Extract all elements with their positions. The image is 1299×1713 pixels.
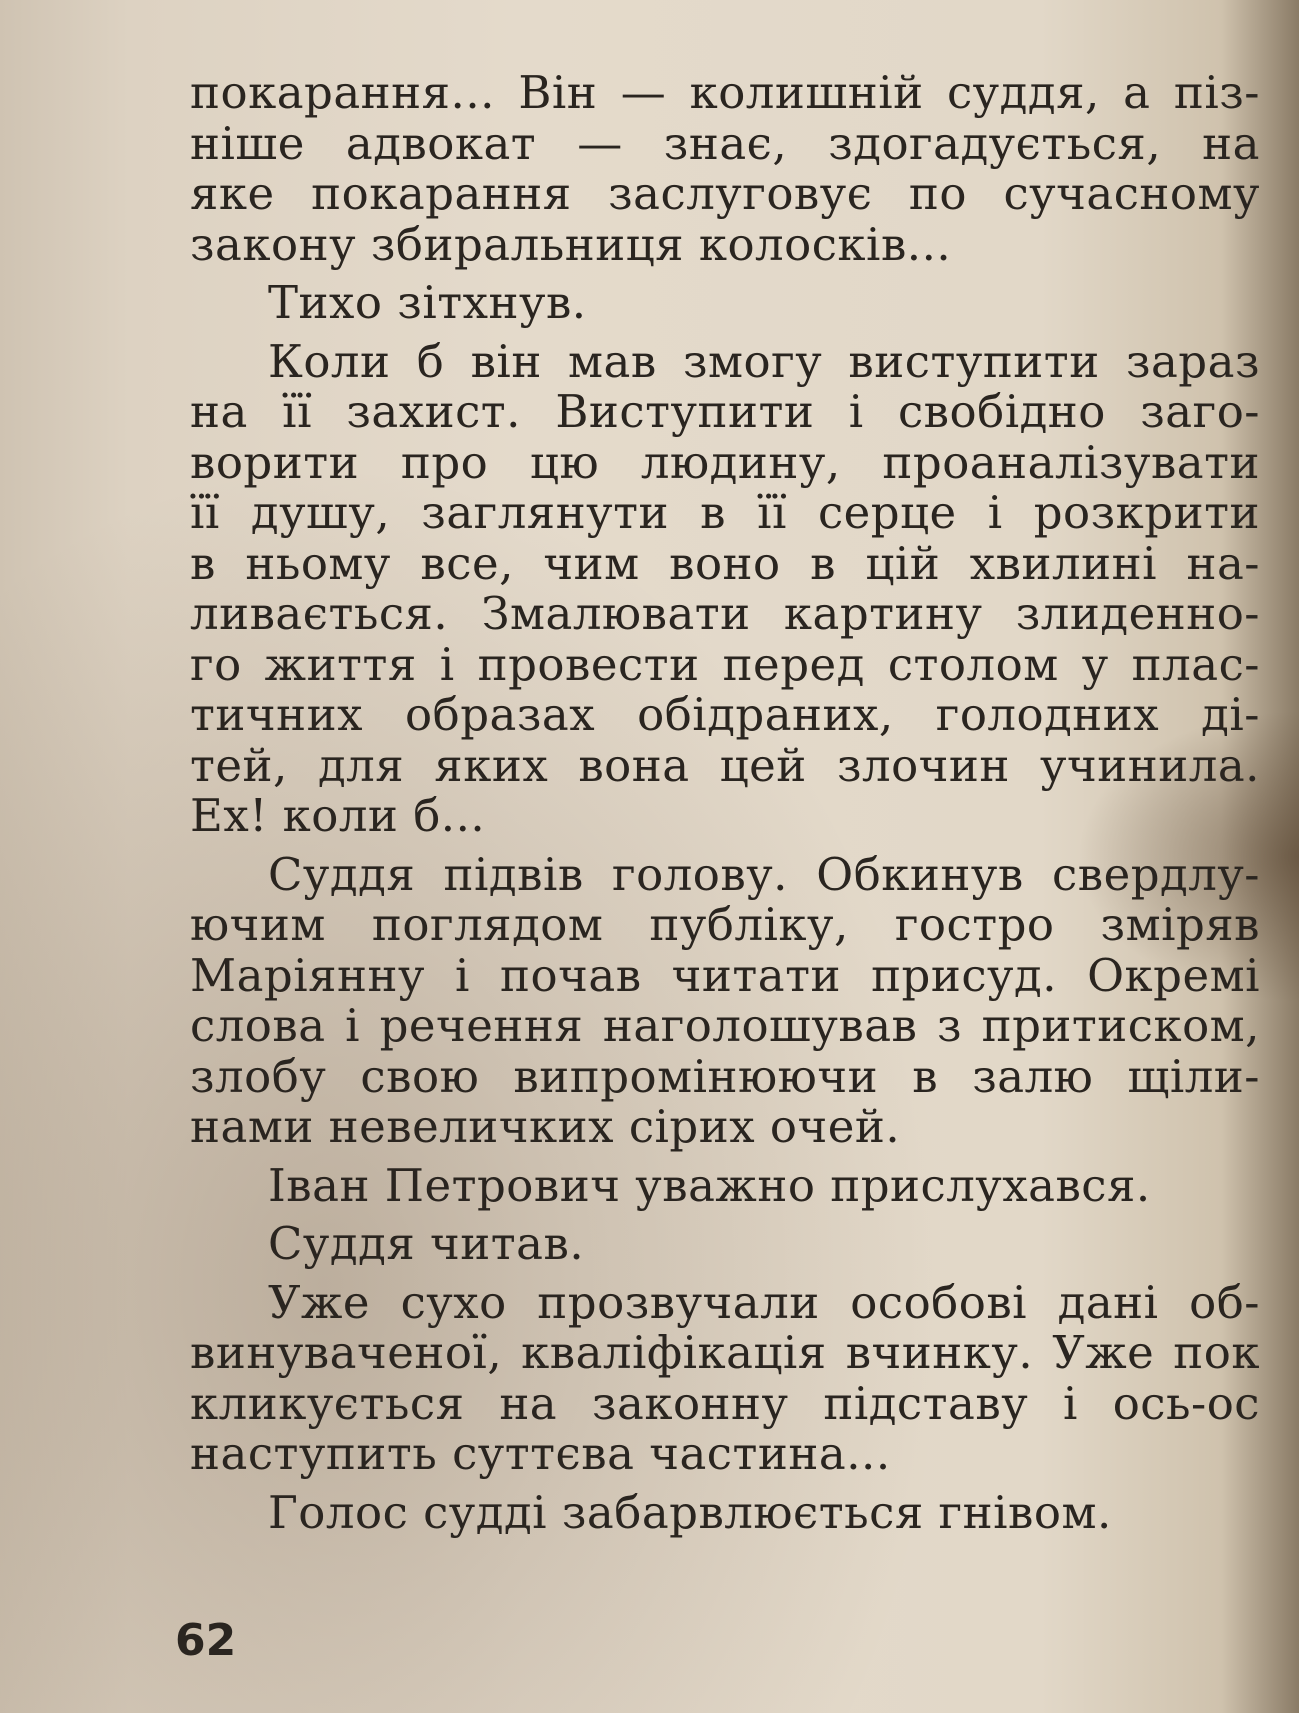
page-number: 62 — [175, 1615, 237, 1666]
text-line: винуваченої, кваліфікація вчинку. Уже пок — [190, 1326, 1260, 1379]
text-line: нами невеличких сірих очей. — [190, 1100, 901, 1153]
text-line: Ех! коли б... — [190, 789, 486, 842]
text-line: ючим поглядом публіку, гостро зміряв — [190, 898, 1260, 951]
paragraph-8 — [190, 1485, 1260, 1539]
text-line: в ньому все, чим воно в цій хвилині на- — [190, 536, 1260, 590]
paragraph-3 — [190, 334, 1260, 842]
text-line: Уже сухо прозвучали особові дані об- — [268, 1275, 1260, 1329]
paragraph-7 — [190, 1275, 1260, 1480]
text-line: ворити про цю людину, проаналізувати — [190, 435, 1260, 489]
paragraph-2 — [190, 278, 1260, 329]
text-line: го життя і провести перед столом у плас- — [190, 637, 1260, 691]
text-line: Суддя підвів голову. Обкинув свердлу- — [268, 847, 1260, 901]
paragraph-5 — [190, 1158, 1260, 1212]
paragraph-1 — [190, 68, 1260, 270]
text-line: тей, для яких вона цей злочин учинила. — [190, 738, 1260, 792]
text-line: слова і речення наголошував з притиском, — [190, 999, 1260, 1052]
page-text — [190, 68, 1260, 1546]
text-line: нiше адвокат — знає, здогадується, на — [190, 116, 1260, 170]
text-line: закону збиральниця колосків... — [190, 217, 952, 271]
text-line: кликується на законну підставу і ось-ос — [190, 1376, 1260, 1430]
text-line: її душу, заглянути в її серце і розкрити — [190, 486, 1260, 539]
text-line: Іван Петрович уважно прислухався. — [268, 1158, 1151, 1212]
text-line: на її захист. Виступити і свобідно заго- — [190, 385, 1260, 438]
text-line: ливається. Змалювати картину злиденно- — [190, 587, 1260, 640]
text-line: злобу свою випромінюючи в залю щіли- — [190, 1049, 1260, 1103]
text-line: Маріянну і почав читати присуд. Окремі — [190, 948, 1260, 1002]
text-line: Коли б він мав змогу виступити зараз — [268, 334, 1260, 388]
paragraph-4 — [190, 847, 1260, 1153]
text-line: покарання... Він — колишній суддя, а пiз- — [190, 66, 1260, 119]
text-line: тичних образах обідраних, голодних ді- — [190, 688, 1260, 741]
text-line: яке покарання заслуговує по сучасному — [190, 167, 1260, 220]
text-line: наступить суттєва частина... — [190, 1427, 891, 1480]
text-line: Голос судді забарвлюється гнівом. — [268, 1485, 1112, 1539]
text-line: Суддя читав. — [268, 1217, 585, 1270]
text-line: Тихо зітхнув. — [268, 276, 587, 329]
paragraph-6 — [190, 1219, 1260, 1270]
